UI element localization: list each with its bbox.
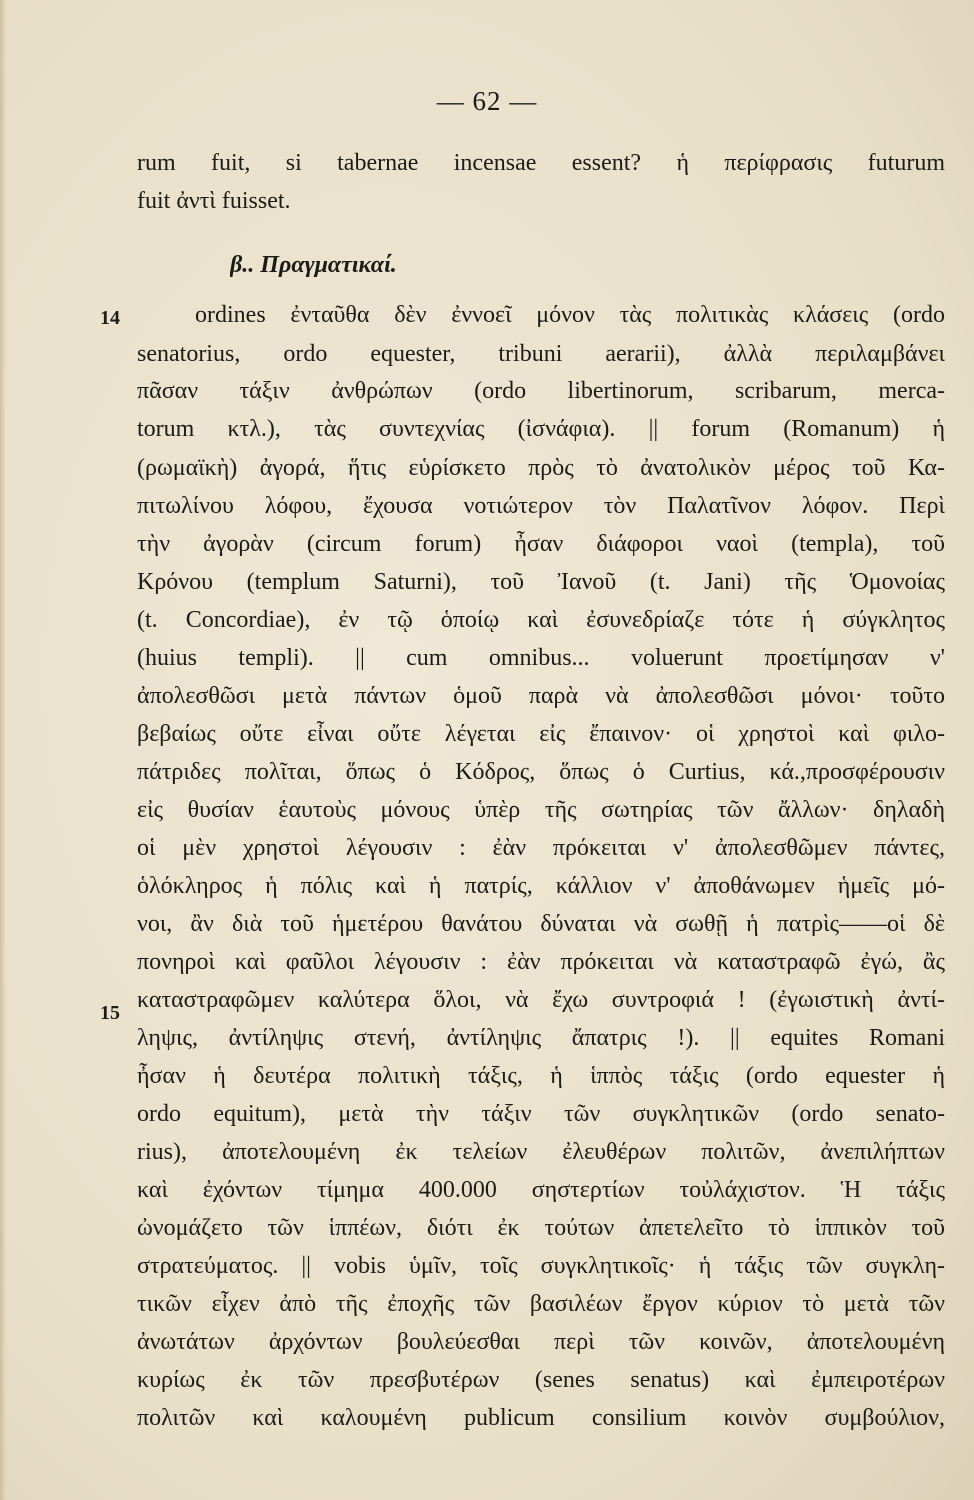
- text-line: πιτωλίνου λόφου, ἔχουσα νοτιώτερον τὸν Παλατῖνον λόφον. Περὶ: [137, 493, 945, 519]
- page-number: — 62 —: [436, 86, 538, 116]
- text-line: κυρίως ἐκ τῶν πρεσβυτέρων (senes senatus) καὶ ἐμπειροτέρων: [137, 1367, 945, 1393]
- text-line: senatorius, ordo equester, tribuni aerarii), ἀλλὰ περιλαμβάνει: [137, 341, 945, 367]
- text-line: ὁλόκληρος ἡ πόλις καὶ ἡ πατρίς, κάλλιον ν' ἀποθάνωμεν ἡμεῖς μό-: [137, 873, 945, 899]
- page-edge: [0, 0, 6, 1500]
- text-line: (ρωμαϊκὴ) ἀγορά, ἥτις εὑρίσκετο πρὸς τὸ ἀνατολικὸν μέρος τοῦ Κα-: [137, 455, 945, 481]
- text-line: πᾶσαν τάξιν ἀνθρώπων (ordo libertinorum, scribarum, merca-: [137, 378, 945, 404]
- text-line: ληψις, ἀντίληψις στενή, ἀντίληψις ἄπατρις !). || equites Romani: [137, 1025, 945, 1051]
- text-line: πάτριδες πολῖται, ὅπως ὁ Κόδρος, ὅπως ὁ Curtius, κά.,προσφέρουσιν: [137, 759, 945, 785]
- text-line: πολιτῶν καὶ καλουμένη publicum consilium κοινὸν συμβούλιον,: [137, 1405, 945, 1431]
- text-line: rum fuit, si tabernae incensae essent? ἡ περίφρασις futurum: [137, 150, 945, 176]
- text-line: στρατεύματος. || vobis ὑμῖν, τοῖς συγκλητικοῖς· ἡ τάξις τῶν συγκλη-: [137, 1253, 945, 1279]
- text-line: τικῶν εἶχεν ἀπὸ τῆς ἐποχῆς τῶν βασιλέων ἔργον κύριον τὸ μετὰ τῶν: [137, 1291, 945, 1317]
- text-line: ἀνωτάτων ἀρχόντων βουλεύεσθαι περὶ τῶν κοινῶν, ἀποτελουμένη: [137, 1329, 945, 1355]
- text-line: νοι, ἂν διὰ τοῦ ἡμετέρου θανάτου δύναται νὰ σωθῇ ἡ πατρὶς——οἱ δὲ: [137, 911, 945, 937]
- text-line: ἀπολεσθῶσι μετὰ πάντων ὁμοῦ παρὰ νὰ ἀπολεσθῶσι μόνοι· τοῦτο: [137, 683, 945, 709]
- margin-line-number: 15: [100, 1002, 120, 1024]
- text-line: ordo equitum), μετὰ τὴν τάξιν τῶν συγκλητικῶν (ordo senato-: [137, 1101, 945, 1127]
- text-line: πονηροὶ καὶ φαῦλοι λέγουσιν : ἐὰν πρόκειται νὰ καταστραφῶ ἐγώ, ἂς: [137, 949, 945, 975]
- text-line: ordines ἐνταῦθα δὲν ἐννοεῖ μόνον τὰς πολιτικὰς κλάσεις (ordo: [195, 302, 945, 328]
- text-line: οἱ μὲν χρηστοὶ λέγουσιν : ἐὰν πρόκειται ν' ἀπολεσθῶμεν πάντες,: [137, 835, 945, 861]
- text-line: τὴν ἀγορὰν (circum forum) ἦσαν διάφοροι ναοὶ (templa), τοῦ: [137, 531, 945, 557]
- margin-line-number: 14: [100, 307, 120, 329]
- text-line: Κρόνου (templum Saturni), τοῦ Ἰανοῦ (t. Jani) τῆς Ὁμονοίας: [137, 569, 945, 595]
- text-line: torum κτλ.), τὰς συντεχνίας (ἰσνάφια). || forum (Romanum) ἡ: [137, 416, 945, 442]
- text-line: ἦσαν ἡ δευτέρα πολιτικὴ τάξις, ἡ ἱππὸς τάξις (ordo equester ἡ: [137, 1063, 945, 1089]
- text-line: fuit ἀντὶ fuisset.: [137, 188, 291, 214]
- text-line: εἰς θυσίαν ἑαυτοὺς μόνους ὑπὲρ τῆς σωτηρίας τῶν ἄλλων· δηλαδὴ: [137, 797, 945, 823]
- text-line: βεβαίως οὔτε εἶναι οὔτε λέγεται εἰς ἔπαινον· οἱ χρηστοὶ καὶ φιλο-: [137, 721, 945, 747]
- text-line: rius), ἀποτελουμένη ἐκ τελείων ἐλευθέρων πολιτῶν, ἀνεπιλήπτων: [137, 1139, 945, 1165]
- section-heading: β.. Πραγματικαί.: [230, 252, 397, 278]
- text-line: ὠνομάζετο τῶν ἱππέων, διότι ἐκ τούτων ἀπετελεῖτο τὸ ἱππικὸν τοῦ: [137, 1215, 945, 1241]
- text-line: (huius templi). || cum omnibus... voluerunt προετίμησαν ν': [137, 645, 945, 671]
- text-line: καὶ ἐχόντων τίμημα 400.000 σηστερτίων τοὐλάχιστον. Ἡ τάξις: [137, 1177, 945, 1203]
- text-line: καταστραφῶμεν καλύτερα ὅλοι, νὰ ἔχω συντροφιά ! (ἐγωιστικὴ ἀντί-: [137, 987, 945, 1013]
- text-line: (t. Concordiae), ἐν τῷ ὁποίῳ καὶ ἐσυνεδρίαζε τότε ἡ σύγκλητος: [137, 607, 945, 633]
